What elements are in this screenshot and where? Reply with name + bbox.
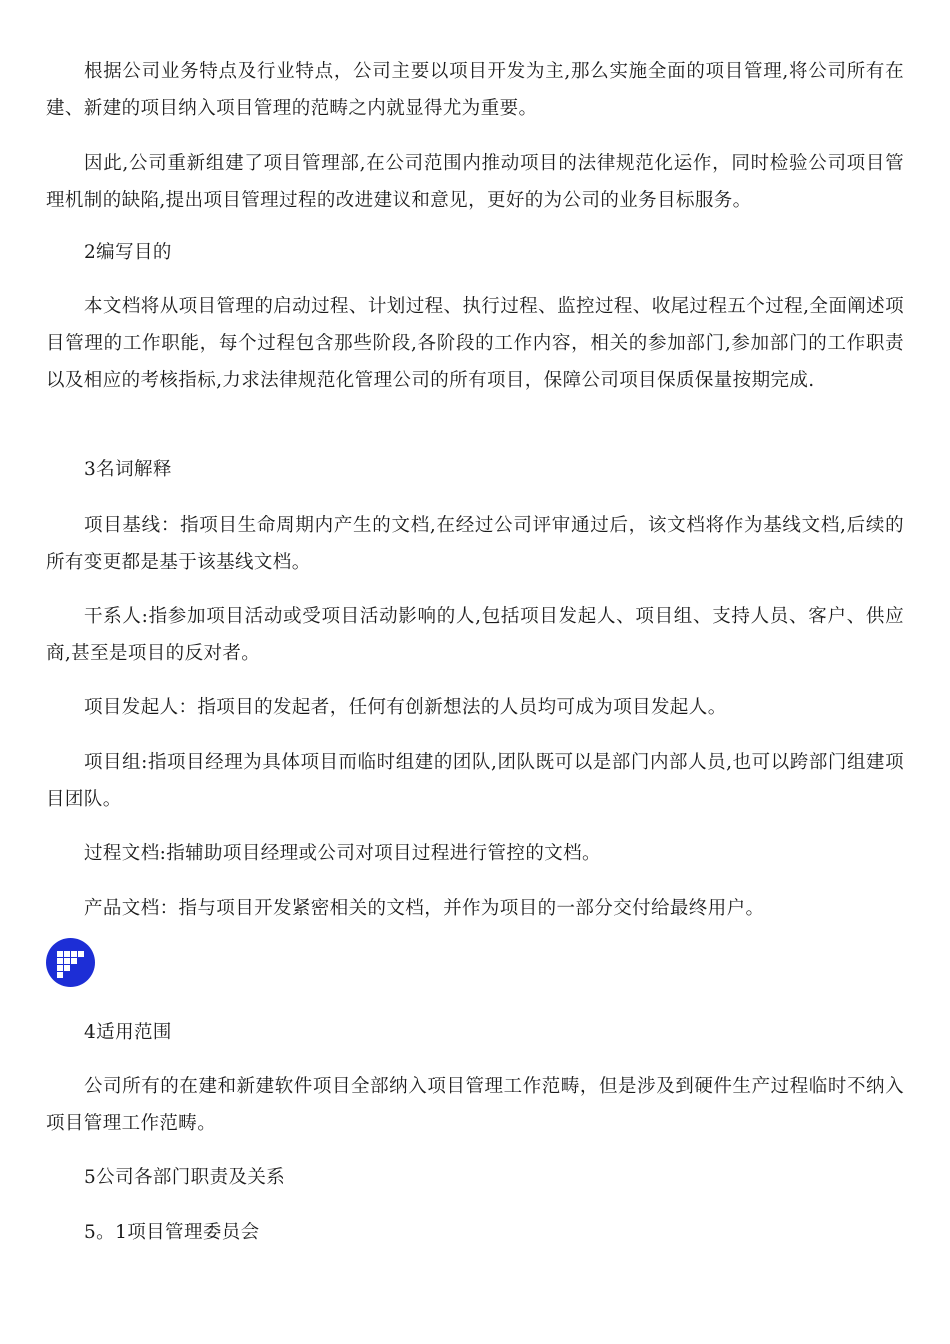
- paragraph-term-baseline: 项目基线：指项目生命周期内产生的文档,在经过公司评审通过后，该文档将作为基线文档,后续的所有变更都是基于该基线文档。: [46, 515, 904, 573]
- heading-terms: 3名词解释: [84, 459, 172, 480]
- heading-committee: 5。1项目管理委员会: [84, 1222, 260, 1243]
- paragraph-reorganization: 因此,公司重新组建了项目管理部,在公司范围内推动项目的法律规范化运作，同时检验公司项目管理机制的缺陷,提出项目管理过程的改进建议和意见，更好的为公司的业务目标服务。: [46, 153, 904, 211]
- paragraph-term-stakeholder: 干系人:指参加项目活动或受项目活动影响的人,包括项目发起人、项目组、支持人员、客户、供应商,甚至是项目的反对者。: [46, 606, 904, 664]
- blue-circle-grid-logo-icon: [46, 938, 95, 987]
- paragraph-term-process-doc: 过程文档:指辅助项目经理或公司对项目过程进行管控的文档。: [84, 843, 601, 864]
- paragraph-intro: 根据公司业务特点及行业特点，公司主要以项目开发为主,那么实施全面的项目管理,将公司所有在建、新建的项目纳入项目管理的范畴之内就显得尤为重要。: [46, 61, 904, 119]
- paragraph-term-sponsor: 项目发起人：指项目的发起者，任何有创新想法的人员均可成为项目发起人。: [84, 697, 727, 718]
- paragraph-purpose: 本文档将从项目管理的启动过程、计划过程、执行过程、监控过程、收尾过程五个过程,全面阐述项目管理的工作职能，每个过程包含那些阶段,各阶段的工作内容，相关的参加部门,参加部门的工作职责以及相应的考核指标,力求法律规范化管理公司的所有项目，保障公司项目保质保量按期完成.: [46, 296, 904, 391]
- paragraph-term-product-doc: 产品文档：指与项目开发紧密相关的文档，并作为项目的一部分交付给最终用户。: [84, 898, 765, 919]
- paragraph-scope: 公司所有的在建和新建软件项目全部纳入项目管理工作范畴，但是涉及到硬件生产过程临时不纳入项目管理工作范畴。: [46, 1076, 904, 1134]
- paragraph-term-team: 项目组:指项目经理为具体项目而临时组建的团队,团队既可以是部门内部人员,也可以跨部门组建项目团队。: [46, 752, 904, 810]
- heading-scope: 4适用范围: [84, 1022, 172, 1043]
- heading-purpose: 2编写目的: [84, 242, 172, 263]
- heading-departments: 5公司各部门职责及关系: [84, 1167, 286, 1188]
